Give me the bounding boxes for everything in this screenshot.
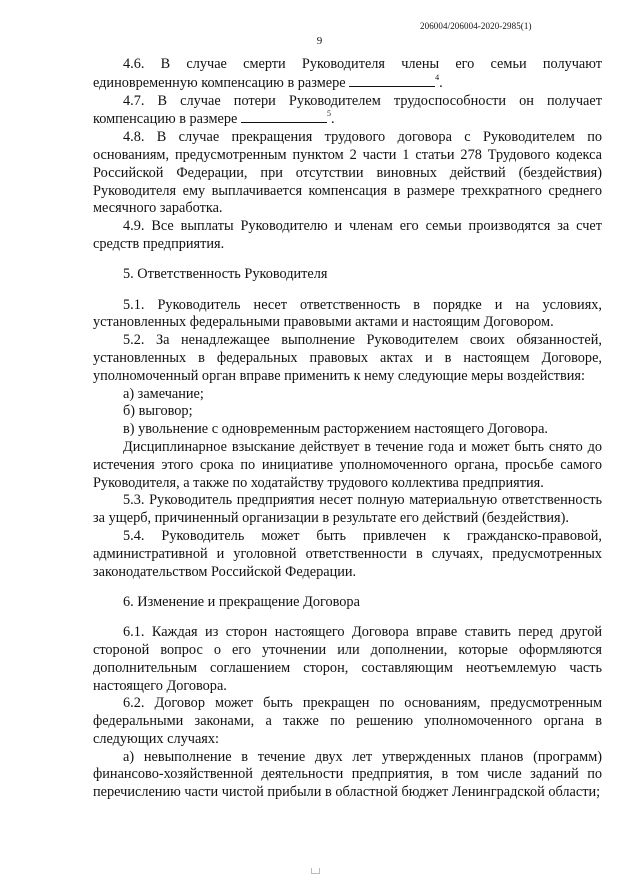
section-5-heading: 5. Ответственность Руководителя — [123, 266, 328, 283]
clause-5-4: 5.4. Руководитель может быть привлечен к гражданско-правовой, административной и уголовной ответственности в случаях, предусмотренных законодательством Российской Федерации. — [93, 527, 602, 580]
clause-4-8: 4.8. В случае прекращения трудового договора с Руководителем по основаниям, предусмотренным пунктом 2 части 1 статьи 278 Трудового кодекса Российской Федерации, при отсутствии виновных действий (бездействия) Руководителя ему выплачивается компенсация в размере трехкратного среднего месячного заработка. — [93, 129, 602, 217]
document-id-header: 206004/206004-2020-2985(1) — [420, 21, 532, 31]
clause-5-2-note: Дисциплинарное взыскание действует в течение года и может быть снято до истечения этого срока по инициативе уполномоченного органа, просьбе самого Руководителя, а также по ходатайству трудового коллектива предприятия. — [93, 438, 602, 491]
clause-4-7-text: 4.7. В случае потери Руководителем трудоспособности он получает компенсацию в размере — [93, 92, 602, 128]
clause-4-6: 4.6. В случае смерти Руководителя члены его семьи получают единовременную компенсацию в размере $^4$. — [93, 56, 602, 91]
clause-6-2: 6.2. Договор может быть прекращен по основаниям, предусмотренным федеральными законами, а также по решению уполномоченного органа в следующих случаях: — [93, 695, 602, 747]
clause-6-1: 6.1. Каждая из сторон настоящего Договора вправе ставить перед другой стороной вопрос о его уточнении или дополнении, которые оформляются дополнительным соглашением сторон, составляющим неотъемлемую часть настоящего Договора. — [93, 624, 602, 694]
clause-4-6-text: 4.6. В случае смерти Руководителя члены его семьи получают единовременную компенсацию в размере — [93, 56, 602, 91]
clause-4-9: 4.9. Все выплаты Руководителю и членам его семьи производятся за счет средств предприятия. — [93, 218, 602, 252]
clause-4-7: 4.7. В случае потери Руководителем трудоспособности он получает компенсацию в размере $^5$. — [93, 92, 602, 128]
footnote-ref: 4 — [435, 72, 440, 82]
clause-5-3: 5.3. Руководитель предприятия несет полную материальную ответственность за ущерб, причиненный организации в результате его действий (бездействия). — [93, 492, 602, 527]
clause-5-2-item-b: б) выговор; — [123, 403, 193, 420]
clause-5-1: 5.1. Руководитель несет ответственность в порядке и на условиях, установленных федеральными правовыми актами и настоящим Договором. — [93, 296, 602, 331]
clause-5-2-item-c: в) увольнение с одновременным расторжением настоящего Договора. — [123, 421, 548, 438]
clause-5-2-item-a: а) замечание; — [123, 385, 204, 402]
clause-6-2-item-a: а) невыполнение в течение двух лет утвержденных планов (программ) финансово-хозяйственной деятельности предприятия, в том числе заданий по перечислению части чистой прибыли в областной бюджет Ленинградской области; — [93, 748, 602, 801]
blank-line — [241, 110, 327, 123]
document-body — [93, 56, 602, 802]
footnote-ref: 5 — [326, 109, 331, 119]
blank-line — [349, 74, 435, 87]
section-6-heading: 6. Изменение и прекращение Договора — [123, 593, 360, 610]
clause-5-2: 5.2. За ненадлежащее выполнение Руководителем своих обязанностей, установленных в федеральных правовых актах и в настоящем Договоре, уполномоченный орган вправе применить к нему следующие меры воздействия: — [93, 332, 602, 384]
scan-artifact — [311, 868, 320, 874]
page-number: 9 — [316, 35, 323, 47]
